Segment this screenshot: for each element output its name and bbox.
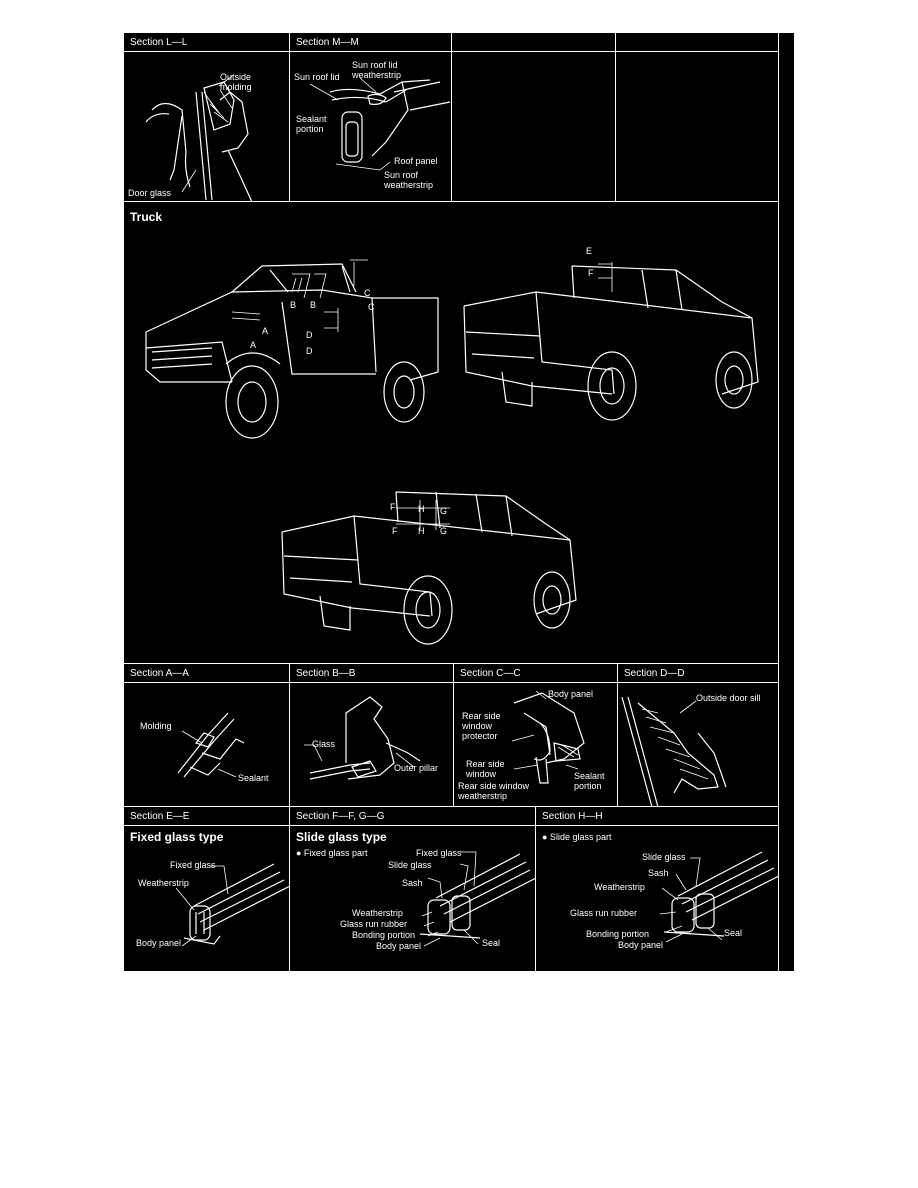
header-section-dd: Section D—D xyxy=(618,664,779,683)
header-section-bb: Section B—B xyxy=(290,664,454,683)
marker-a-1: A xyxy=(262,326,269,336)
panel-section-cc xyxy=(454,683,618,807)
label-body-panel-ee: Body panel xyxy=(136,938,182,948)
label-bonding-portion-hh: Bonding portion xyxy=(586,929,650,939)
label-outer-pillar: Outer pillar xyxy=(394,763,439,773)
header-section-aa: Section A—A xyxy=(124,664,290,683)
label-slide-glass-hh: Slide glass xyxy=(642,852,686,862)
header-section-ll: Section L—L xyxy=(124,33,290,52)
panel-section-dd xyxy=(618,683,779,807)
header-section-ff-gg: Section F—F, G—G xyxy=(290,807,536,826)
truck-front-view xyxy=(142,252,442,442)
label-rear-side-window-protector: Rear side window protector xyxy=(462,711,501,741)
marker-d-1: D xyxy=(306,330,313,340)
marker-b-1: B xyxy=(290,300,297,310)
label-fixed-glass-fg: Fixed glass xyxy=(416,848,462,858)
marker-d-2: D xyxy=(306,346,313,356)
header-section-ee: Section E—E xyxy=(124,807,290,826)
header-section-mm: Section M—M xyxy=(290,33,452,52)
panel-section-ll xyxy=(124,52,290,202)
header-empty-2 xyxy=(616,33,779,52)
panel-section-bb xyxy=(290,683,454,807)
panel-section-mm xyxy=(290,52,452,202)
marker-f-1: F xyxy=(588,268,594,278)
label-slide-glass-fg: Slide glass xyxy=(388,860,432,870)
marker-e: E xyxy=(586,246,593,256)
label-sun-roof-weatherstrip: Sun roof weatherstrip xyxy=(384,170,434,190)
panel-slide-glass xyxy=(290,826,536,971)
label-rear-side-window-weatherstrip: Rear side window weatherstrip xyxy=(458,781,530,801)
label-door-glass: Door glass xyxy=(128,188,172,198)
label-rear-side-window: Rear side window xyxy=(466,759,505,779)
label-sash-fg: Sash xyxy=(402,878,423,888)
marker-c-1: C xyxy=(364,288,371,298)
label-outside-door-sill: Outside door sill xyxy=(696,693,761,703)
panel-section-hh xyxy=(536,826,779,971)
slide-glass-type-title: Slide glass type xyxy=(296,830,387,844)
marker-h-1: H xyxy=(418,504,425,514)
label-sun-roof-lid: Sun roof lid xyxy=(294,72,340,82)
marker-g-1: G xyxy=(440,506,448,516)
section-ll-drawing xyxy=(124,52,290,202)
label-glass: Glass xyxy=(312,739,336,749)
label-seal-fg: Seal xyxy=(482,938,501,948)
panel-empty-1 xyxy=(452,52,616,202)
label-sealant-aa: Sealant xyxy=(238,773,269,783)
panel-empty-2 xyxy=(616,52,779,202)
truck-title: Truck xyxy=(130,210,163,224)
marker-b-2: B xyxy=(310,300,317,310)
marker-f-2: F xyxy=(390,502,396,512)
label-weatherstrip-hh: Weatherstrip xyxy=(594,882,645,892)
panel-fixed-glass xyxy=(124,826,290,971)
section-aa-drawing xyxy=(124,683,290,807)
label-weatherstrip-ee: Weatherstrip xyxy=(138,878,189,888)
panel-truck xyxy=(124,202,779,664)
label-seal-hh: Seal xyxy=(724,928,743,938)
label-fixed-glass-ee: Fixed glass xyxy=(170,860,216,870)
label-body-panel-fg: Body panel xyxy=(376,941,422,951)
fixed-glass-drawing xyxy=(124,826,290,971)
label-body-panel-hh: Body panel xyxy=(618,940,664,950)
label-weatherstrip-fg: Weatherstrip xyxy=(352,908,403,918)
label-sealant-portion: Sealant portion xyxy=(296,114,327,134)
marker-f-3: F xyxy=(392,526,398,536)
label-body-panel-cc: Body panel xyxy=(548,689,594,699)
truck-rear-view-standard xyxy=(462,262,762,422)
label-sash-hh: Sash xyxy=(648,868,669,878)
door-sill-hatch xyxy=(642,709,708,779)
panel-section-aa xyxy=(124,683,290,807)
label-sealant-portion-cc: Sealant portion xyxy=(574,771,605,791)
label-roof-panel: Roof panel xyxy=(394,156,438,166)
header-empty-1 xyxy=(452,33,616,52)
marker-g-2: G xyxy=(440,526,448,536)
label-fixed-glass-part: ● Fixed glass part xyxy=(296,848,368,858)
truck-rear-view-kingcab xyxy=(280,488,580,648)
label-slide-glass-part: ● Slide glass part xyxy=(542,832,612,842)
label-glass-run-rubber-fg: Glass run rubber xyxy=(340,919,408,929)
label-glass-run-rubber-hh: Glass run rubber xyxy=(570,908,638,918)
label-sun-roof-lid-weatherstrip: Sun roof lid weatherstrip xyxy=(352,60,402,80)
fixed-glass-type-title: Fixed glass type xyxy=(130,830,224,844)
header-section-cc: Section C—C xyxy=(454,664,618,683)
diagram-sheet xyxy=(124,33,794,971)
marker-a-2: A xyxy=(250,340,257,350)
marker-h-2: H xyxy=(418,526,425,536)
header-section-hh: Section H—H xyxy=(536,807,779,826)
label-bonding-portion-fg: Bonding portion xyxy=(352,930,416,940)
label-molding: Molding xyxy=(140,721,172,731)
marker-c-2: C xyxy=(368,302,375,312)
label-outside-molding: Outside molding xyxy=(220,72,252,92)
